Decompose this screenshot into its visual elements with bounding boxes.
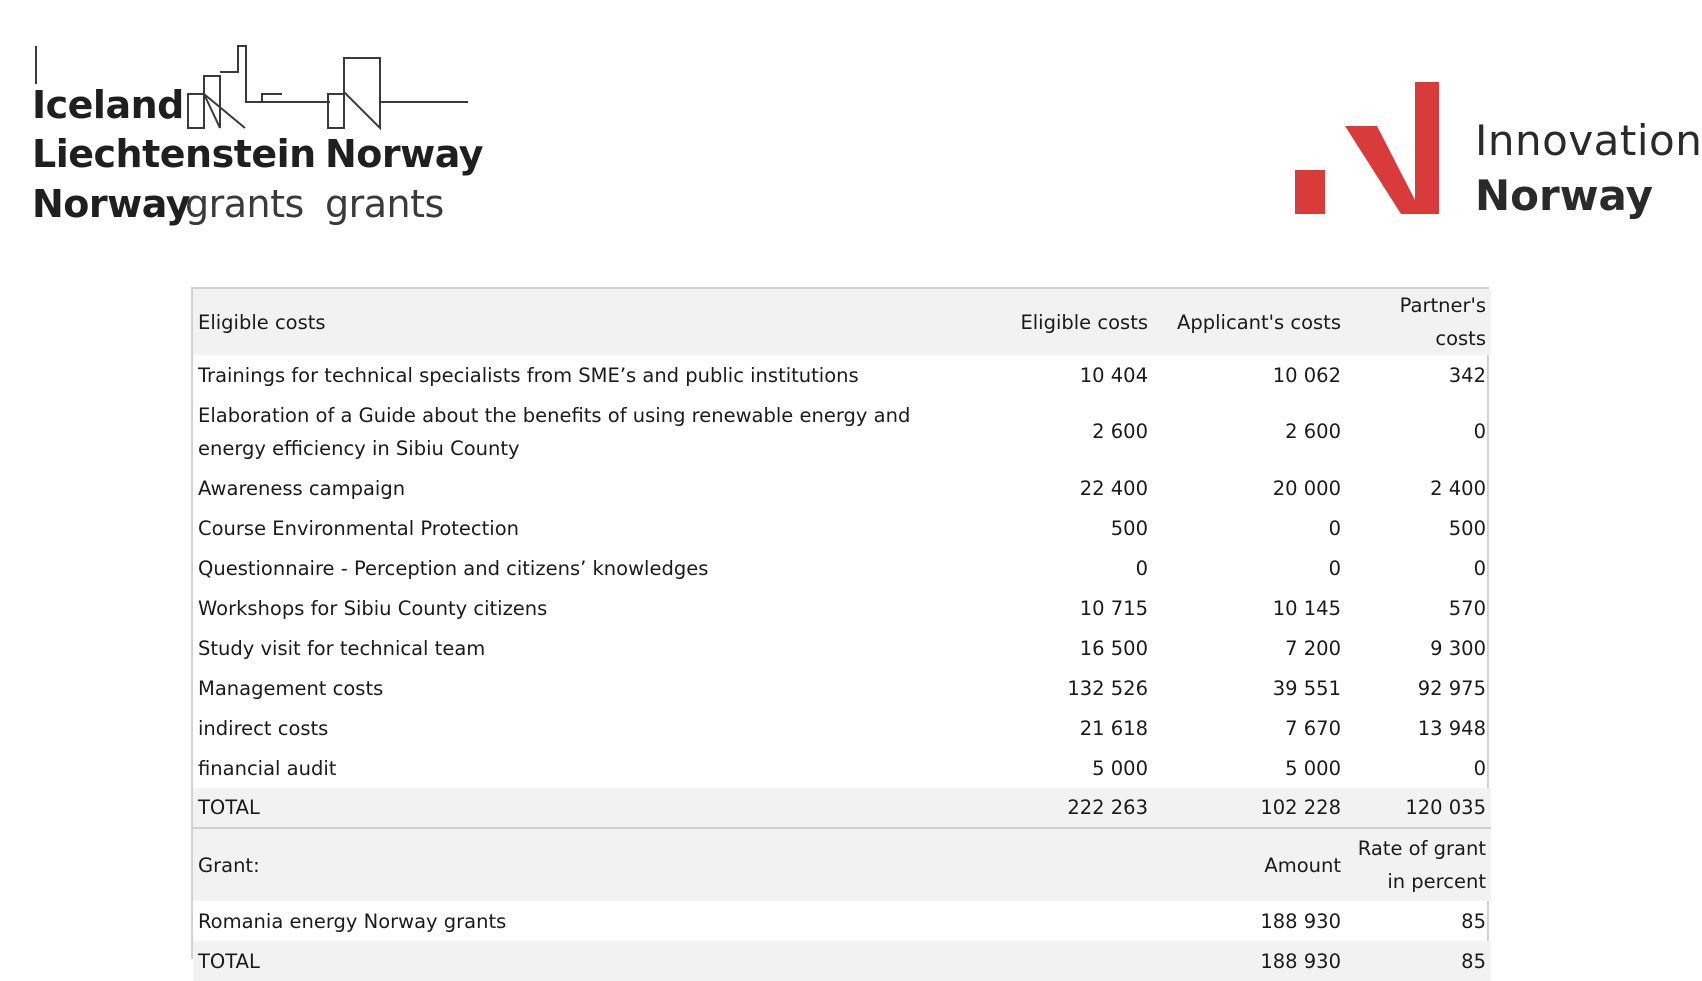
header-cell: Eligible costs <box>1020 310 1148 334</box>
innovation-norway-line2: Norway <box>1475 171 1653 220</box>
grant-header-empty <box>966 828 1153 901</box>
applicant-cell: 0 <box>1328 516 1341 540</box>
grant-header-row <box>193 828 1491 901</box>
grant-header-amount: Amount <box>1264 853 1341 877</box>
eligible-cell: 10 715 <box>1079 596 1148 620</box>
eligible-cell: 0 <box>1135 556 1148 580</box>
partner-cell: 2 400 <box>1430 476 1486 500</box>
table-row <box>193 508 1491 548</box>
applicant-cell: 10 062 <box>1272 363 1341 387</box>
costs-total-row <box>193 788 1491 828</box>
eea-logo-line2b: Norway <box>325 132 483 176</box>
eea-norway-grants-logo <box>30 42 483 242</box>
eea-logo-line3c: grants <box>325 182 444 226</box>
grant-total-rate: 85 <box>1461 949 1486 973</box>
partner-cell: 500 <box>1448 516 1486 540</box>
row-label: Study visit for technical team <box>198 636 486 660</box>
budget-table <box>191 287 1489 973</box>
row-label: Questionnaire - Perception and citizens’ knowledges <box>198 556 709 580</box>
grant-total-empty <box>966 941 1153 981</box>
eligible-cell: 16 500 <box>1079 636 1148 660</box>
grant-amount: 188 930 <box>1260 909 1341 933</box>
table-header-row <box>193 289 1491 355</box>
table-row <box>193 468 1491 508</box>
applicant-cell: 20 000 <box>1272 476 1341 500</box>
applicant-cell: 2 600 <box>1285 420 1341 443</box>
total-eligible: 222 263 <box>1067 796 1148 819</box>
eligible-cell: 10 404 <box>1079 363 1148 387</box>
grant-empty-cell <box>966 901 1153 941</box>
grant-label: Romania energy Norway grants <box>198 909 507 933</box>
applicant-cell: 0 <box>1328 556 1341 580</box>
partner-cell: 13 948 <box>1417 716 1486 740</box>
header-cell: Partner's costs <box>1399 294 1486 350</box>
eea-logo-line2a: Liechtenstein <box>32 132 316 176</box>
eea-logo-line1: Iceland <box>32 83 184 127</box>
table-row <box>193 708 1491 748</box>
row-label: indirect costs <box>198 716 329 740</box>
grant-header-label: Grant: <box>198 853 260 877</box>
row-label: Trainings for technical specialists from SME’s and public institutions <box>198 363 859 387</box>
grant-rate: 85 <box>1461 909 1486 933</box>
row-label: Elaboration of a Guide about the benefits of using renewable energy and energy efficiency in Sibiu County <box>198 403 911 460</box>
row-label: Workshops for Sibiu County citizens <box>198 596 548 620</box>
eligible-cell: 132 526 <box>1067 676 1148 700</box>
total-label: TOTAL <box>198 796 260 819</box>
eligible-cell: 22 400 <box>1079 476 1148 500</box>
header-cell: Eligible costs <box>198 310 326 334</box>
table-row <box>193 748 1491 788</box>
partner-cell: 9 300 <box>1430 636 1486 660</box>
table-row <box>193 588 1491 628</box>
grant-row <box>193 901 1491 941</box>
row-label: Management costs <box>198 676 384 700</box>
row-label: Course Environmental Protection <box>198 516 520 540</box>
applicant-cell: 7 670 <box>1285 716 1341 740</box>
header-cell: Applicant's costs <box>1177 310 1341 334</box>
innovation-norway-line1: Innovation <box>1475 116 1702 165</box>
eligible-cell: 21 618 <box>1079 716 1148 740</box>
partner-cell: 570 <box>1448 596 1486 620</box>
partner-cell: 92 975 <box>1417 676 1486 700</box>
row-label: Awareness campaign <box>198 476 406 500</box>
applicant-cell: 10 145 <box>1272 596 1341 620</box>
partner-cell: 0 <box>1473 556 1486 580</box>
eligible-cell: 2 600 <box>1092 420 1148 443</box>
applicant-cell: 7 200 <box>1285 636 1341 660</box>
row-label: financial audit <box>198 756 337 780</box>
grant-total-amount: 188 930 <box>1260 949 1341 973</box>
total-partner: 120 035 <box>1405 796 1486 819</box>
table-row <box>193 355 1491 395</box>
partner-cell: 0 <box>1473 756 1486 780</box>
grant-total-row <box>193 941 1491 981</box>
table-row <box>193 395 1491 468</box>
total-applicant: 102 228 <box>1260 796 1341 819</box>
grant-header-rate: Rate of grant in percent <box>1357 837 1486 893</box>
costs-table <box>193 289 1491 981</box>
partner-cell: 342 <box>1448 363 1486 387</box>
partner-cell: 0 <box>1473 420 1486 443</box>
table-row <box>193 628 1491 668</box>
applicant-cell: 39 551 <box>1272 676 1341 700</box>
eligible-cell: 5 000 <box>1092 756 1148 780</box>
table-row <box>193 668 1491 708</box>
table-row <box>193 548 1491 588</box>
innovation-norway-mark-icon <box>1295 80 1445 215</box>
eea-logo-line3a: Norway <box>32 182 190 226</box>
innovation-norway-logo <box>1295 80 1702 230</box>
eea-logo-line3b: grants <box>185 182 304 226</box>
eligible-cell: 500 <box>1110 516 1148 540</box>
grant-total-label: TOTAL <box>198 949 260 973</box>
applicant-cell: 5 000 <box>1285 756 1341 780</box>
